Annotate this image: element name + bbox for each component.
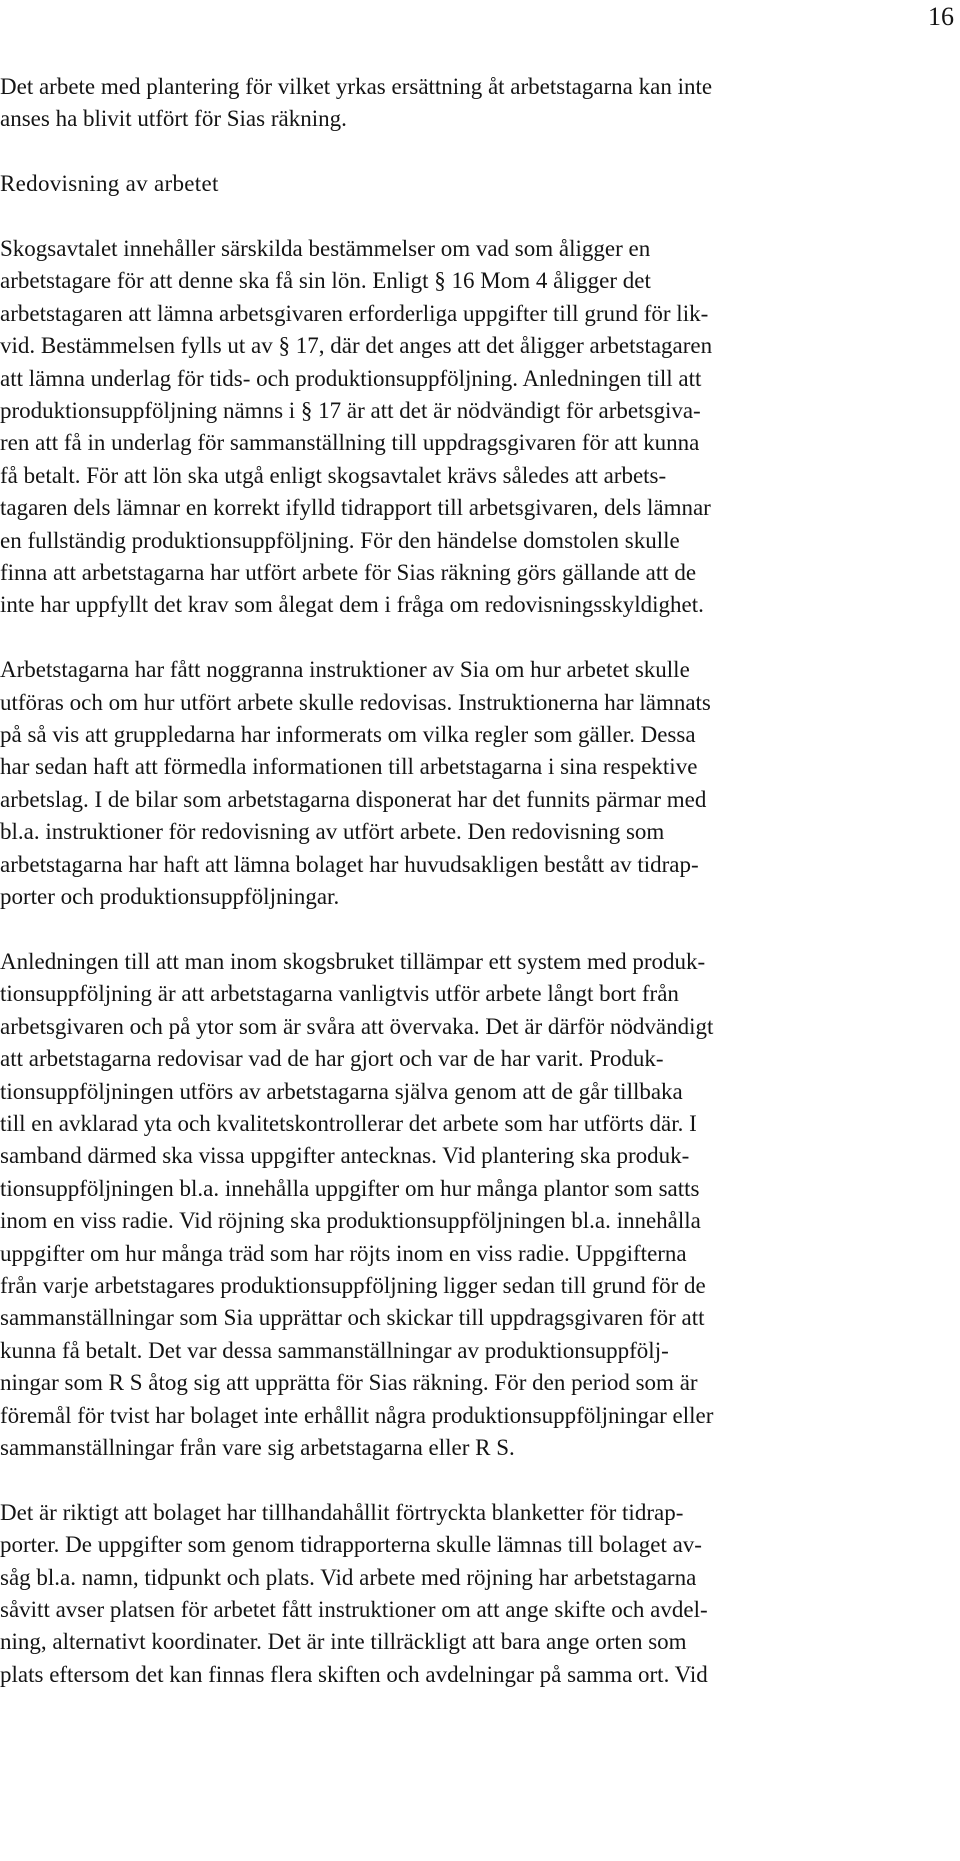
page-number: 16 (928, 2, 954, 31)
section-heading: Redovisning av arbetet (0, 171, 219, 197)
body-paragraph-2: Arbetstagarna har fått noggranna instruktioner av Sia om hur arbetet skulle utföras och om hur utfört arbete skulle redovisas. Instruktionerna har lämnats på så vis att gruppledarna har informerats om vilka regler som gäller. Dessa har sedan haft att förmedla informationen till arbetstagarna i sina respektive arbetslag. I de bilar som arbetstagarna disponerat har det funnits pärmar med bl.a. instruktioner för redovisning av utfört arbete. Den redovisning som arbetstagarna har haft att lämna bolaget har huvudsakligen bestått av tidrap- porter och produktionsuppföljningar. (0, 657, 711, 910)
body-paragraph-4: Det är riktigt att bolaget har tillhandahållit förtryckta blanketter för tidrap- porter. De uppgifter som genom tidrapporterna skulle lämnas till bolaget av- såg bl.a. namn, tidpunkt och plats. Vid arbete med röjning har arbetstagarna såvitt avser platsen för arbetet fått instruktioner om att ange skifte och avdel- ning, alternativt koordinater. Det är inte tillräckligt att bara ange orten som plats eftersom det kan finnas flera skiften och avdelningar på samma ort. Vid (0, 1499, 708, 1687)
document-body (0, 71, 960, 1724)
body-paragraph-1: Skogsavtalet innehåller särskilda bestämmelser om vad som åligger en arbetstagare för att denne ska få sin lön. Enligt § 16 Mom 4 åligger det arbetstagaren att lämna arbetsgivaren erforderliga uppgifter till grund för lik- vid. Bestämmelsen fylls ut av § 17, där det anges att det åligger arbetstagaren att lämna underlag för tids- och produktionsuppföljning. Anledningen till att produktionsuppföljning nämns i § 17 är att det är nödvändigt för arbetsgiva- ren att få in underlag för sammanställning till uppdragsgivaren för att kunna få betalt. För att lön ska utgå enligt skogsavtalet krävs således att arbets- tagaren dels lämnar en korrekt ifylld tidrapport till arbetsgivaren, dels lämnar en fullständig produktionsuppföljning. För den händelse domstolen skulle finna att arbetstagarna har utfört arbete för Sias räkning görs gällande att de inte har uppfyllt det krav som ålegat dem i fråga om redovisningsskyldighet. (0, 236, 713, 618)
body-paragraph-3: Anledningen till att man inom skogsbruket tillämpar ett system med produk- tionsuppföljning är att arbetstagarna vanligtvis utför arbete långt bort från arbetsgivaren och på ytor som är svåra att övervaka. Det är därför nödvändigt att arbetstagarna redovisar vad de har gjort och var de har varit. Produk- tionsuppföljningen utförs av arbetstagarna själva genom att de går tillbaka till en avklarad yta och kvalitetskontrollerar det arbete som har utförts där. I samband därmed ska vissa uppgifter antecknas. Vid plantering ska produk- tionsuppföljningen bl.a. innehålla uppgifter om hur många plantor som satts inom en viss radie. Vid röjning ska produktionsuppföljningen bl.a. innehålla uppgifter om hur många träd som har röjts inom en viss radie. Uppgifterna från varje arbetstagares produktionsuppföljning ligger sedan till grund för de sammanställningar som Sia upprättar och skickar till uppdragsgivaren för att kunna få betalt. Det var dessa sammanställningar av produktionsuppfölj- ningar som R S åtog sig att upprätta för Sias räkning. För den period som är föremål för tvist har bolaget inte erhållit några produktionsuppföljningar eller sammanställningar från vare sig arbetstagarna eller R S. (0, 948, 714, 1460)
intro-paragraph: Det arbete med plantering för vilket yrkas ersättning åt arbetstagarna kan inte anses ha blivit utfört för Sias räkning. (0, 74, 713, 132)
